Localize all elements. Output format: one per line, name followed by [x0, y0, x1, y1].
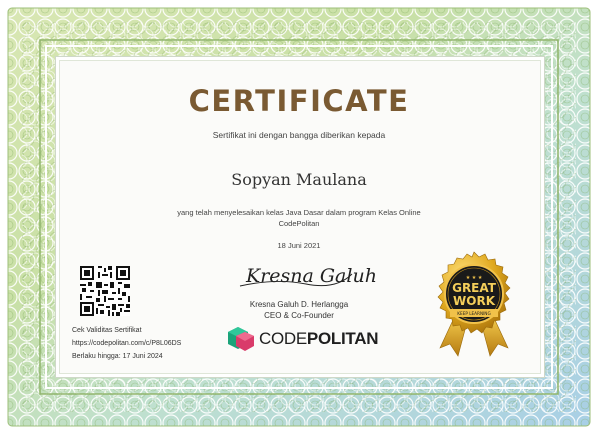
- verification-block: [72, 324, 181, 363]
- certificate-subtitle: Sertifikat ini dengan bangga diberikan kepada: [212, 130, 386, 140]
- signature-image: [236, 256, 377, 294]
- recipient-name: Sopyan Maulana: [231, 170, 367, 189]
- codepolitan-logo-icon: [226, 326, 256, 352]
- issue-date: 18 Juni 2021: [277, 241, 321, 250]
- qr-code[interactable]: [80, 266, 130, 316]
- description-line-2: CodePolitan: [278, 219, 320, 228]
- badge-line-1: GREAT: [452, 281, 496, 295]
- verification-label: Cek Validitas Sertifikat: [72, 327, 142, 334]
- verification-url[interactable]: https://codepolitan.com/c/P8L06DS: [72, 340, 182, 347]
- valid-until: Berlaku hingga: 17 Juni 2024: [72, 353, 163, 360]
- codepolitan-logo: [226, 326, 378, 352]
- description-line-1: yang telah menyelesaikan kelas Java Dasar dalam program Kelas Online: [177, 208, 421, 217]
- certificate-description: [120, 207, 478, 229]
- signature-script: Kresna Galuh: [246, 265, 377, 287]
- badge-line-2: WORK: [453, 294, 495, 308]
- codepolitan-wordmark: CODEPOLITAN: [259, 329, 379, 348]
- signer-title: CEO & Co-Founder: [264, 311, 334, 320]
- great-work-badge: [424, 248, 524, 358]
- certificate-title: CERTIFICATE: [188, 84, 410, 118]
- svg-text:★ ★ ★: ★ ★ ★: [465, 275, 483, 281]
- badge-ribbon-text: KEEP LEARNING: [457, 311, 491, 316]
- signer-name: Kresna Galuh D. Herlangga: [249, 300, 349, 309]
